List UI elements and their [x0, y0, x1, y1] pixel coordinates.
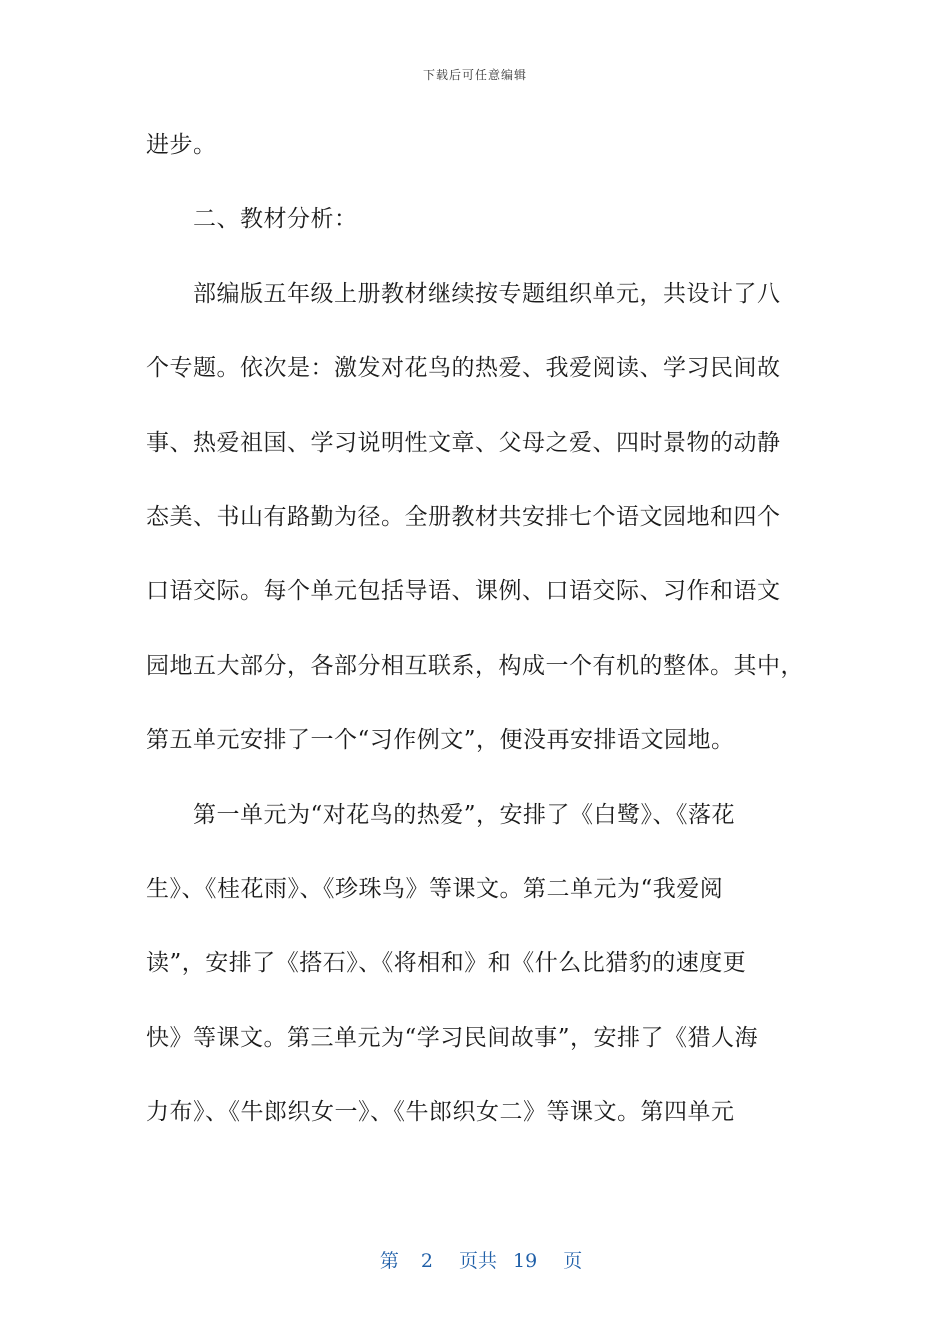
text-line: 部编版五年级上册教材继续按专题组织单元，共设计了八: [193, 280, 781, 307]
text-line: 第五单元安排了一个“习作例文”，便没再安排语文园地。: [146, 727, 735, 754]
text-line: 进步。: [146, 132, 217, 158]
footer-middle: 页共: [458, 1250, 497, 1272]
total-pages-number: 19: [513, 1250, 538, 1272]
footer-prefix: 第: [379, 1250, 399, 1272]
section-heading: 二、教材分析：: [193, 206, 358, 233]
current-page-number: 2: [420, 1250, 433, 1272]
footer-suffix: 页: [563, 1250, 583, 1272]
text-line: 读”，安排了《搭石》、《将相和》和《什么比猎豹的速度更: [146, 950, 747, 977]
text-line: 园地五大部分，各部分相互联系，构成一个有机的整体。其中，: [146, 652, 804, 679]
text-line: 力布》、《牛郎织女一》、《牛郎织女二》等课文。第四单元: [146, 1099, 735, 1126]
text-line: 快》等课文。第三单元为“学习民间故事”，安排了《猎人海: [146, 1024, 759, 1051]
text-line: 口语交际。每个单元包括导语、课例、口语交际、习作和语文: [146, 578, 781, 605]
text-line: 个专题。依次是：激发对花鸟的热爱、我爱阅读、学习民间故: [146, 355, 781, 382]
page-header: 下载后可任意编辑: [422, 68, 527, 82]
text-line: 事、热爱祖国、学习说明性文章、父母之爱、四时景物的动静: [146, 429, 781, 456]
page-footer: [0, 1224, 950, 1273]
text-line: 态美、书山有路勤为径。全册教材共安排七个语文园地和四个: [146, 503, 781, 530]
text-line: 第一单元为“对花鸟的热爱”，安排了《白鹭》、《落花: [193, 801, 736, 828]
text-line: 生》、《桂花雨》、《珍珠鸟》等课文。第二单元为“我爱阅: [146, 875, 724, 902]
document-body: [146, 118, 806, 1159]
